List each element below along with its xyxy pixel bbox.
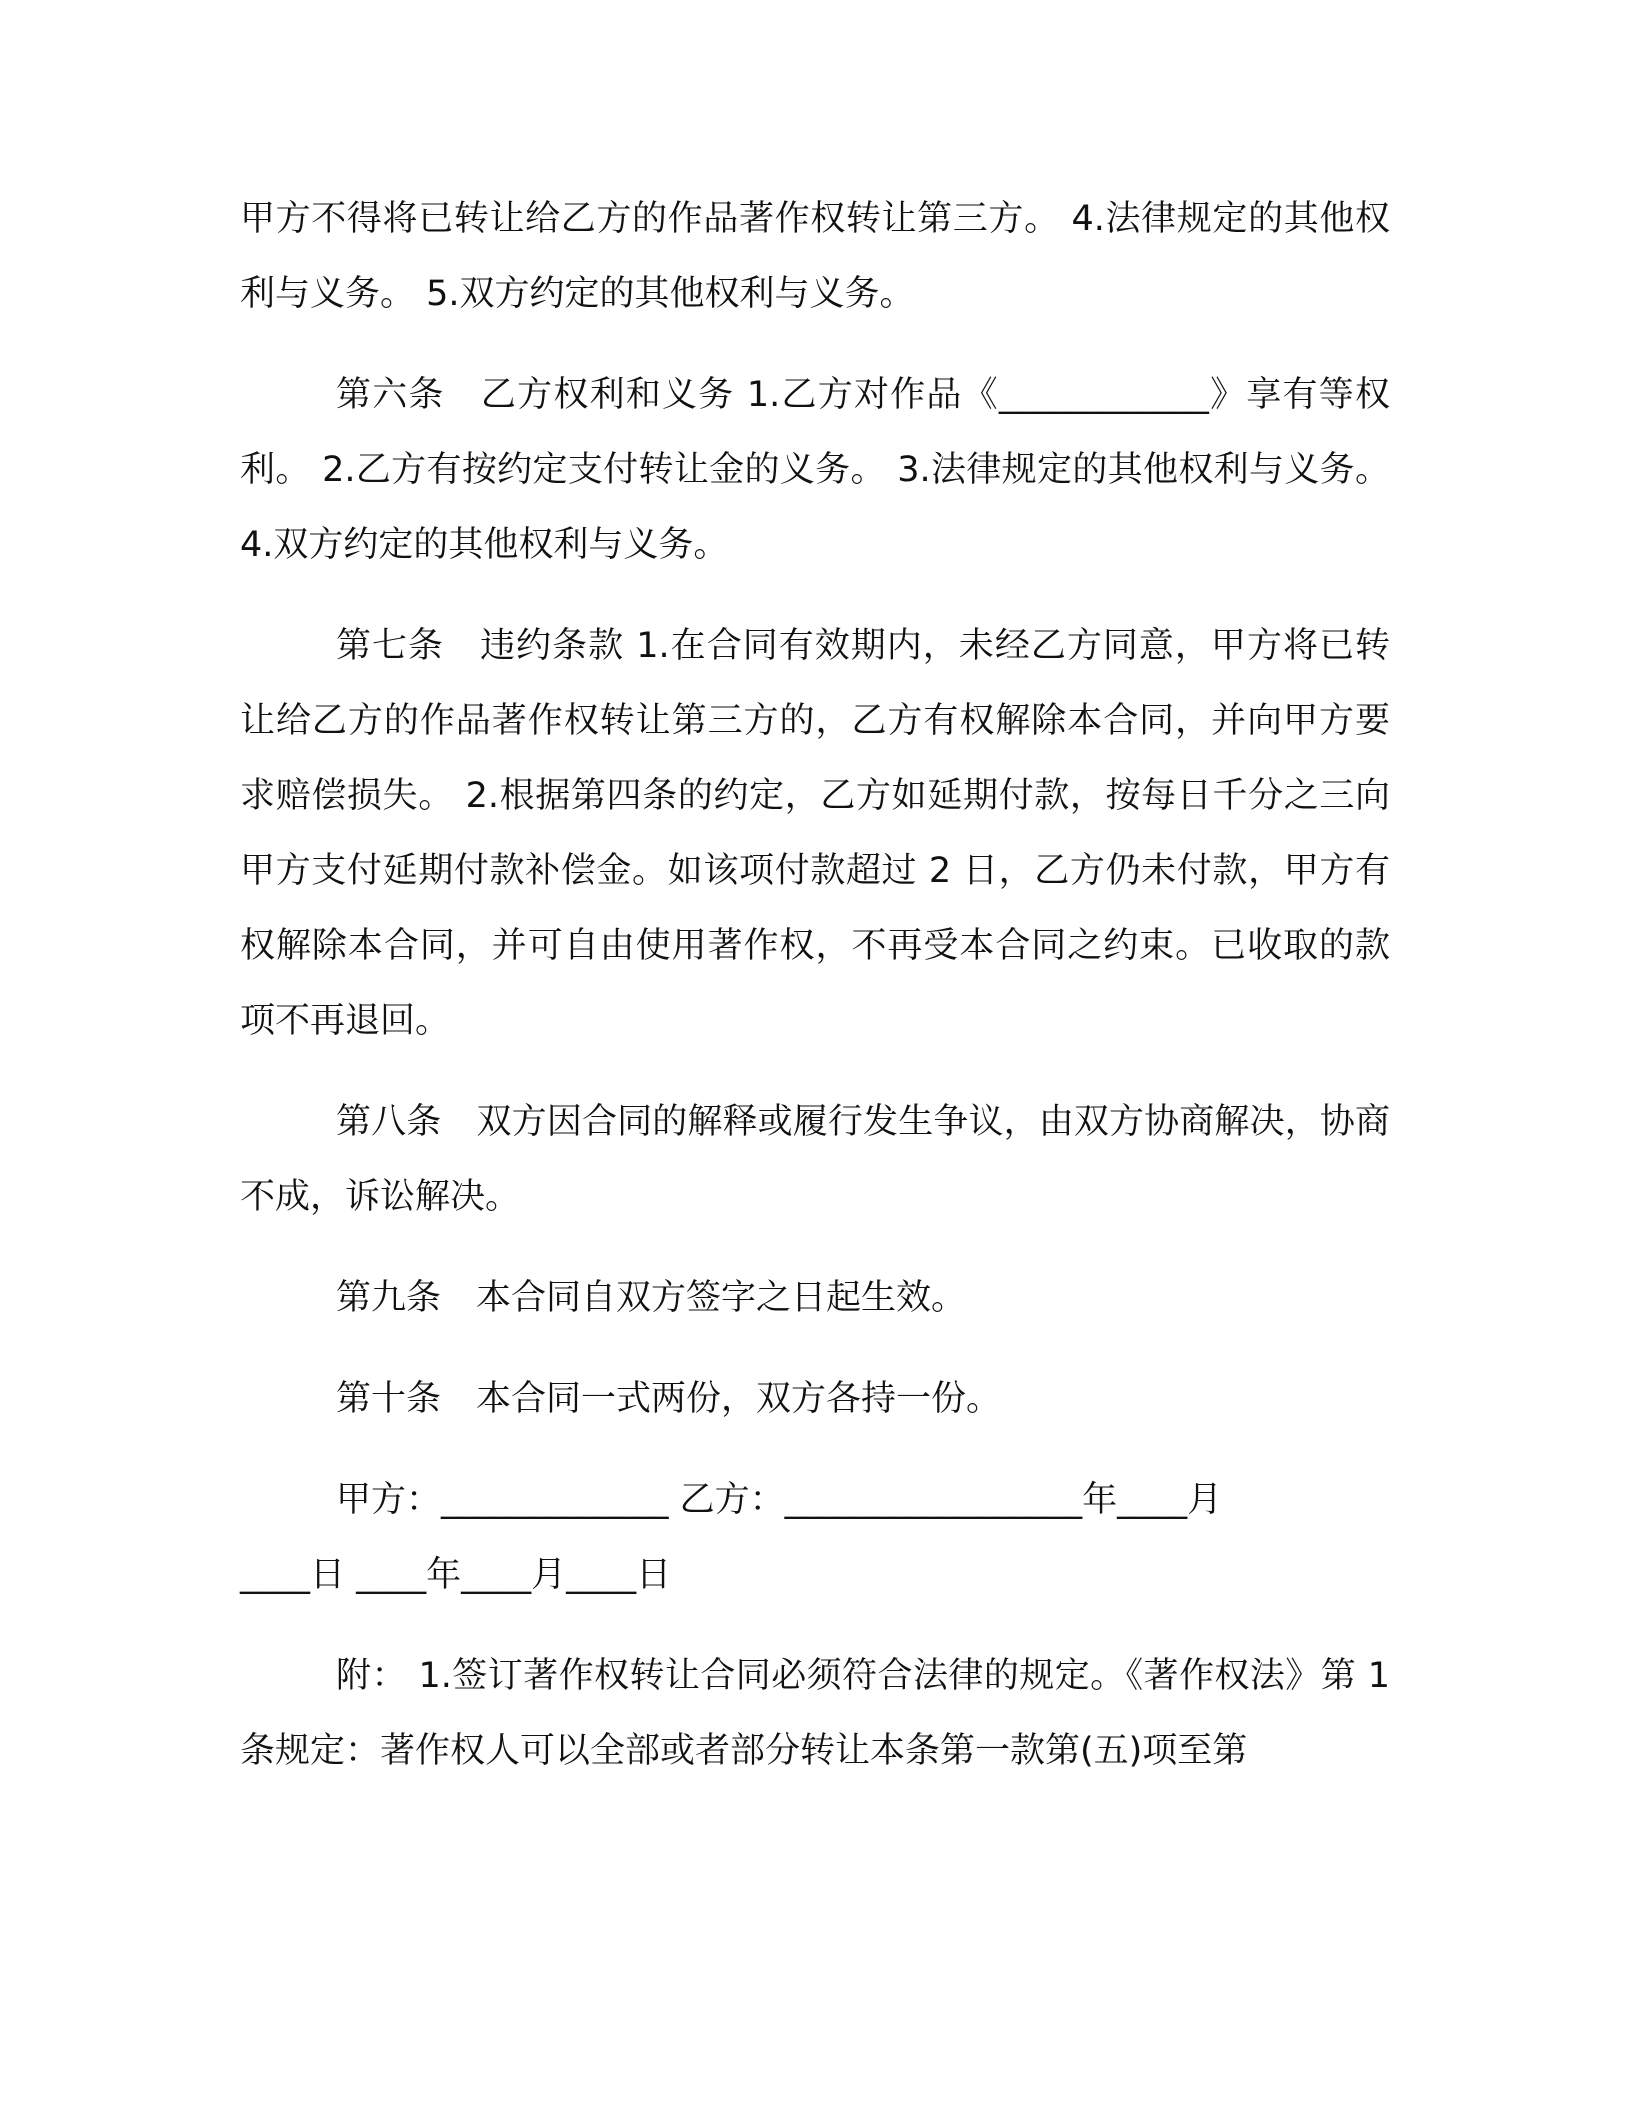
document-body [240, 182, 1390, 1789]
signature-line-dates: ____日 ____年____月____日 [240, 1555, 672, 1595]
signature-block [240, 1463, 1390, 1613]
paragraph-article-8: 第八条 双方因合同的解释或履行发生争议，由双方协商解决，协商不成，诉讼解决。 [240, 1102, 1390, 1217]
paragraph-continuation: 甲方不得将已转让给乙方的作品著作权转让第三方。 4.法律规定的其他权利与义务。 5.双方约定的其他权利与义务。 [240, 199, 1390, 314]
paragraph-appendix: 附： 1.签订著作权转让合同必须符合法律的规定。《著作权法》第 1 条规定：著作权人可以全部或者部分转让本条第一款第(五)项至第 [240, 1656, 1390, 1771]
signature-line-parties: 甲方：_____________ 乙方：_________________年____月 [336, 1480, 1223, 1520]
paragraph-article-10: 第十条 本合同一式两份，双方各持一份。 [336, 1379, 1002, 1419]
paragraph-article-9: 第九条 本合同自双方签字之日起生效。 [336, 1278, 967, 1318]
paragraph-article-7: 第七条 违约条款 1.在合同有效期内，未经乙方同意，甲方将已转让给乙方的作品著作权转让第三方的，乙方有权解除本合同，并向甲方要求赔偿损失。 2.根据第四条的约定，乙方如延期付款，按每日千分之三向甲方支付延期付款补偿金。如该项付款超过 2 日，乙方仍未付款，甲方有权解除本合同，并可自由使用著作权，不再受本合同之约束。已收取的款项不再退回。 [240, 626, 1390, 1041]
paragraph-article-6: 第六条 乙方权利和义务 1.乙方对作品《____________》享有等权利。 2.乙方有按约定支付转让金的义务。 3.法律规定的其他权利与义务。 4.双方约定的其他权利与义务。 [240, 375, 1390, 565]
